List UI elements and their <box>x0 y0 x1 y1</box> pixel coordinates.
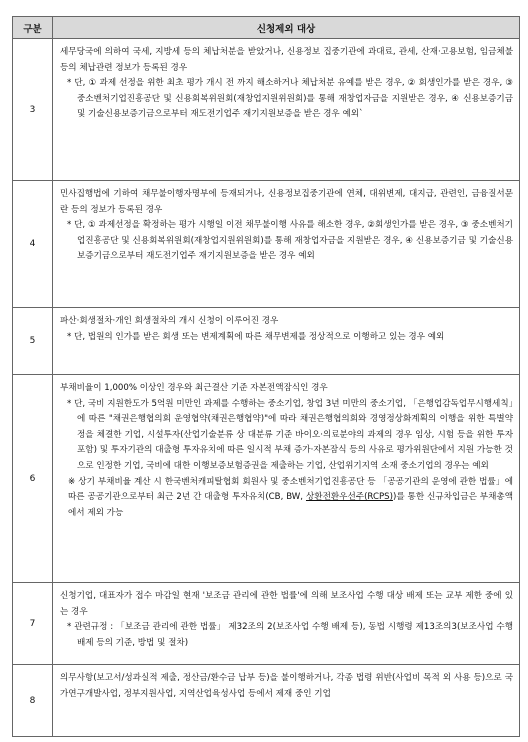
table-row <box>13 39 520 181</box>
row-note: * 단, ① 과제선정을 확정하는 평가 시행일 이전 채무불이행 사유를 해소한 경우, ②회생인가를 받은 경우, ③ 중소벤처기업진흥공단 및 신용회복위원회(재창업지원위원회)를 통해 재창업자금을 지원받은 경우, ④ 신용보증기금 및 기술신용보증기금으로부터 재도전기업주 재기지원보증을 받은 경우 예외 <box>67 220 513 262</box>
row-content <box>53 181 520 308</box>
row-content <box>53 375 520 583</box>
table-row <box>13 665 520 737</box>
row-main-text: 세무당국에 의하여 국세, 지방세 등의 체납처분을 받았거나, 신용정보 집중기관에 과대료, 관세, 산재·고용보험, 임금체불 등의 체납관련 정보가 등록된 경우 <box>60 47 513 73</box>
row-main-text: 신청기업, 대표자가 접수 마감일 현재 '보조금 관리에 관한 법률'에 의해 보조사업 수행 대상 배제 또는 교부 제한 중에 있는 경우 <box>60 591 513 617</box>
table-row <box>13 375 520 583</box>
row-content <box>53 583 520 665</box>
sub-note-text-a: ※ 상기 부채비율 계산 시 한국벤처캐피탈협회 회원사 및 중소벤처기업진흥공단 등 「공공기관의 운영에 관한 법률」에 따른 공공기관으로부터 최근 2년 간 대출형 투자유치(CB, BW, <box>68 476 513 503</box>
row-number: 6 <box>13 375 53 583</box>
row-main-text: 부채비율이 1,000% 이상인 경우와 최근결산 기준 자본전액잠식인 경우 <box>60 383 328 393</box>
row-number: 5 <box>13 308 53 375</box>
header-exclusion-target: 신청제외 대상 <box>53 17 520 39</box>
row-number: 4 <box>13 181 53 308</box>
table-header-row <box>13 17 520 39</box>
row-note: * 단, 법원의 인가를 받은 회생 또는 변제계획에 따른 채무변제를 정상적으로 이행하고 있는 경우 예외 <box>67 331 445 342</box>
row-content <box>53 665 520 737</box>
row-main-text: 파산·회생절차·개인 회생절차의 개시 신청이 이루어진 경우 <box>60 316 279 326</box>
rcps-underlined-term: 상환전환우선주(RCPS) <box>305 492 393 503</box>
row-note: * 단, 국비 지원한도가 5억원 미만인 과제를 수행하는 중소기업, 창업 3년 미만의 중소기업, 「은행업감독업무시행세칙」에 따른 "채권은행협의회 운영협약(채권은행협약)"에 따라 채권은행협의회와 경영정상화계획의 이행을 위한 특별약정을 체결한 기업, 시설투자(산업기술분류 상 대분류 기준 바이오·의료분야의 과제의 경우 임상, 시험 등을 위한 투자 포함) 및 투자기관의 대출형 투자유치에 따른 일시적 부채 증가·자본잠식 등의 사유로 평가위원단에서 지원 가능한 것으로 인정한 기업, 국비에 대한 이행보증보험증권을 제출하는 기업, 산업위기지역 소재 중소기업의 경우는 예외 <box>67 398 513 471</box>
row-number: 3 <box>13 39 53 181</box>
row-main-text: 의무사항(보고서/성과실적 제출, 정산금/환수금 납부 등)을 불이행하거나, 각종 법령 위반(사업비 목적 외 사용 등)으로 국가연구개발사업, 정부지원사업, 지역산업육성사업 등에서 제재 중인 기업 <box>60 673 513 699</box>
table-row <box>13 308 520 375</box>
row-content <box>53 308 520 375</box>
exclusion-table <box>12 16 520 737</box>
row-number: 7 <box>13 583 53 665</box>
row-note: * 관련규정 : 「보조금 관리에 관한 법률」 제32조의 2(보조사업 수행 배제 등), 동법 시행령 제13조의3(보조사업 수행 배제 등의 기준, 방법 및 절차) <box>67 622 513 648</box>
row-sub-note <box>60 475 513 522</box>
sub-note-text-b: )를 통한 신규차입금은 부채총액에서 제외 가능 <box>68 492 513 518</box>
row-number: 8 <box>13 665 53 737</box>
table-row <box>13 583 520 665</box>
row-content <box>53 39 520 181</box>
row-note: * 단, ① 과제 선정을 위한 최초 평가 개시 전 까지 해소하거나 체납처분 유예를 받은 경우, ② 회생인가를 받은 경우, ③ 중소벤처기업진흥공단 및 신용회복위원회(재창업지원위원회)를 통해 재창업자금을 지원받은 경우, ④ 신용보증기금 및 기술신용보증기금으로부터 재도전기업주 재기지원보증을 받은 경우 예외` <box>67 78 513 120</box>
table-row <box>13 181 520 308</box>
header-category: 구분 <box>13 17 53 39</box>
row-main-text: 민사집행법에 기하여 채무불이행자명부에 등재되거나, 신용정보집중기관에 연체, 대위변제, 대지급, 관련인, 금융질서문란 등의 정보가 등록된 경우 <box>60 189 513 215</box>
